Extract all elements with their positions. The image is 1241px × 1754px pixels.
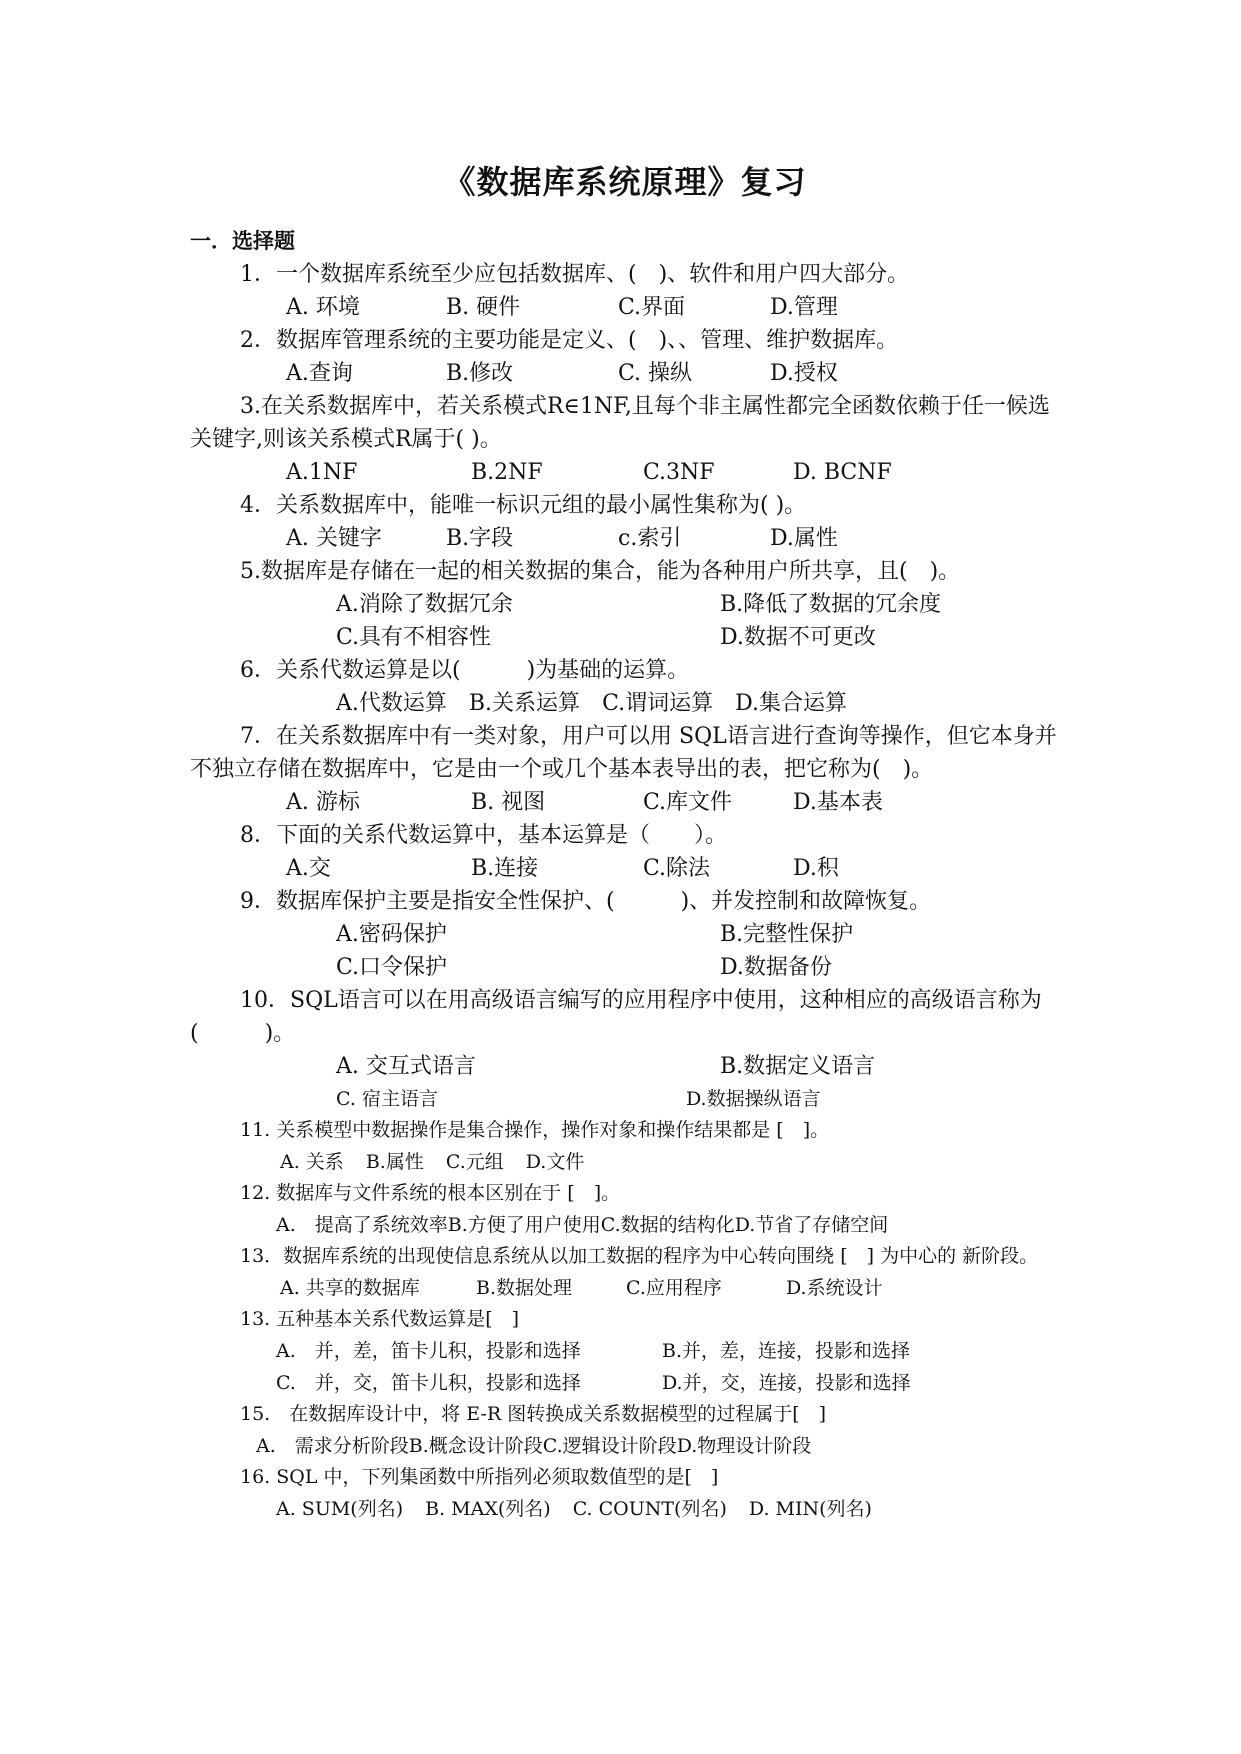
option-a: A. 并，差，笛卡儿积，投影和选择: [276, 1340, 581, 1362]
option-a: A. 游标: [286, 790, 360, 815]
option-d: D.基本表: [793, 790, 883, 815]
question-7: 7．在关系数据库中有一类对象，用户可以用 SQL语言进行查询等操作，但它本身并不独立存储在数据库中，它是由一个或几个基本表导出的表，把它称为( )。: [190, 724, 1057, 782]
question-5: 5.数据库是存储在一起的相关数据的集合，能为各种用户所共享，且( )。: [240, 559, 961, 584]
option-a: A. SUM(列名): [276, 1498, 404, 1520]
question-1: 1．一个数据库系统至少应包括数据库、( )、软件和用户四大部分。: [240, 262, 910, 287]
question-6-options: [190, 687, 1060, 720]
option-c: C.逻辑设计阶段: [542, 1435, 677, 1457]
question-2: 2．数据库管理系统的主要功能是定义、( )、、管理、维护数据库。: [240, 328, 899, 353]
option-b: B.概念设计阶段: [408, 1435, 543, 1457]
option-d: D.集合运算: [735, 691, 847, 716]
question-13a-options: [190, 1272, 1060, 1304]
option-c: C.界面: [618, 295, 686, 320]
option-d: D.数据备份: [720, 955, 832, 980]
option-d: D.管理: [770, 295, 838, 320]
question-11: 11. 关系模型中数据操作是集合操作，操作对象和操作结果都是 [ ]。: [240, 1119, 830, 1141]
question-3-options: [190, 456, 1060, 489]
option-d: D.文件: [525, 1151, 585, 1173]
question-2-options: [190, 357, 1060, 390]
option-b: B.修改: [446, 361, 514, 386]
question-1-options: [190, 291, 1060, 324]
option-a: A.查询: [286, 361, 353, 386]
option-a: A. 关键字: [286, 526, 382, 551]
option-b: B.属性: [365, 1151, 424, 1173]
option-d: D.授权: [770, 361, 838, 386]
option-b: B.字段: [446, 526, 514, 551]
option-b: B.并，差，连接，投影和选择: [662, 1340, 911, 1362]
option-c: C.数据的结构化: [600, 1214, 735, 1236]
option-c: C.谓词运算: [602, 691, 714, 716]
option-c: C.具有不相容性: [336, 625, 492, 650]
question-15-options: [190, 1430, 1060, 1462]
option-b: B.方便了用户使用: [447, 1214, 601, 1236]
option-b: B. 硬件: [446, 295, 521, 320]
option-d: D.节省了存储空间: [734, 1214, 889, 1236]
option-b: B.数据定义语言: [720, 1054, 876, 1079]
option-b: B.数据处理: [476, 1277, 573, 1299]
option-c: C.库文件: [643, 790, 733, 815]
question-12: 12. 数据库与文件系统的根本区别在于 [ ]。: [240, 1182, 621, 1204]
option-a: A. 共享的数据库: [280, 1277, 420, 1299]
question-15: 15. 在数据库设计中，将 E-R 图转换成关系数据模型的过程属于[ ]: [240, 1403, 827, 1425]
option-c: C. 操纵: [618, 361, 693, 386]
option-a: A. 交互式语言: [336, 1054, 476, 1079]
option-d: D.数据不可更改: [720, 625, 876, 650]
question-6: 6．关系代数运算是以( )为基础的运算。: [240, 658, 690, 683]
option-d: D.系统设计: [786, 1277, 883, 1299]
question-11-options: [190, 1146, 1060, 1178]
option-c: C.3NF: [643, 460, 715, 485]
option-a: A.1NF: [286, 460, 358, 485]
question-13b-options-row-1: [190, 1335, 1060, 1367]
question-4-options: [190, 522, 1060, 555]
option-d: D. MIN(列名): [748, 1498, 872, 1520]
question-9: 9．数据库保护主要是指安全性保护、( )、并发控制和故障恢复。: [240, 889, 932, 914]
question-8-options: [190, 852, 1060, 885]
question-13a: 13．数据库系统的出现使信息系统从以加工数据的程序为中心转向围绕 [ ] 为中心的 新阶段。: [240, 1245, 1039, 1267]
question-16-options: [190, 1493, 1060, 1525]
section-heading: 一．选择题: [190, 228, 295, 253]
option-b: B. 视图: [471, 790, 546, 815]
question-5-options-row-2: [190, 621, 1060, 654]
document-page: [190, 158, 1060, 1525]
option-c: C. COUNT(列名): [572, 1498, 727, 1520]
option-d: D.物理设计阶段: [676, 1435, 812, 1457]
question-4: 4．关系数据库中，能唯一标识元组的最小属性集称为( )。: [240, 493, 807, 518]
doc-title: 《数据库系统原理》复习: [443, 163, 807, 201]
question-3: 3.在关系数据库中，若关系模式R∈1NF,且每个非主属性都完全函数依赖于任一候选关键字,则该关系模式R属于( )。: [190, 394, 1050, 452]
option-c: c.索引: [618, 526, 682, 551]
option-d: D.并，交，连接，投影和选择: [662, 1372, 911, 1394]
option-c: C.元组: [445, 1151, 504, 1173]
question-10: 10．SQL语言可以在用高级语言编写的应用程序中使用，这种相应的高级语言称为( )。: [190, 988, 1042, 1046]
option-c: C.口令保护: [336, 955, 448, 980]
question-8: 8．下面的关系代数运算中，基本运算是（ ）。: [240, 823, 727, 848]
question-7-options: [190, 786, 1060, 819]
option-a: A.密码保护: [336, 922, 447, 947]
option-a: A. 提高了系统效率: [276, 1214, 448, 1236]
question-5-options-row-1: [190, 588, 1060, 621]
option-d: D. BCNF: [793, 460, 892, 485]
question-10-options-row-2: [190, 1083, 1060, 1115]
option-d: D.属性: [770, 526, 838, 551]
option-c: C.除法: [643, 856, 711, 881]
option-a: A.交: [286, 856, 331, 881]
option-d: D.积: [793, 856, 839, 881]
question-16: 16. SQL 中，下列集函数中所指列必须取数值型的是[ ]: [240, 1466, 719, 1488]
question-13b-options-row-2: [190, 1367, 1060, 1399]
option-b: B. MAX(列名): [425, 1498, 551, 1520]
option-b: B.连接: [471, 856, 539, 881]
option-d: D.数据操纵语言: [686, 1088, 821, 1110]
option-b: B.2NF: [471, 460, 543, 485]
question-10-options-row-1: [190, 1050, 1060, 1083]
option-c: C. 宿主语言: [336, 1088, 438, 1110]
question-9-options-row-2: [190, 951, 1060, 984]
option-c: C.应用程序: [626, 1277, 722, 1299]
option-b: B.降低了数据的冗余度: [720, 592, 942, 617]
option-a: A. 环境: [286, 295, 360, 320]
option-b: B.关系运算: [468, 691, 581, 716]
option-a: A.消除了数据冗余: [336, 592, 513, 617]
option-a: A. 关系: [280, 1151, 344, 1173]
option-b: B.完整性保护: [720, 922, 854, 947]
option-a: A. 需求分析阶段: [256, 1435, 409, 1457]
option-c: C. 并，交，笛卡儿积，投影和选择: [276, 1372, 581, 1394]
question-13b: 13. 五种基本关系代数运算是[ ]: [240, 1308, 520, 1330]
question-12-options: [190, 1209, 1060, 1241]
option-a: A.代数运算: [336, 691, 447, 716]
question-9-options-row-1: [190, 918, 1060, 951]
